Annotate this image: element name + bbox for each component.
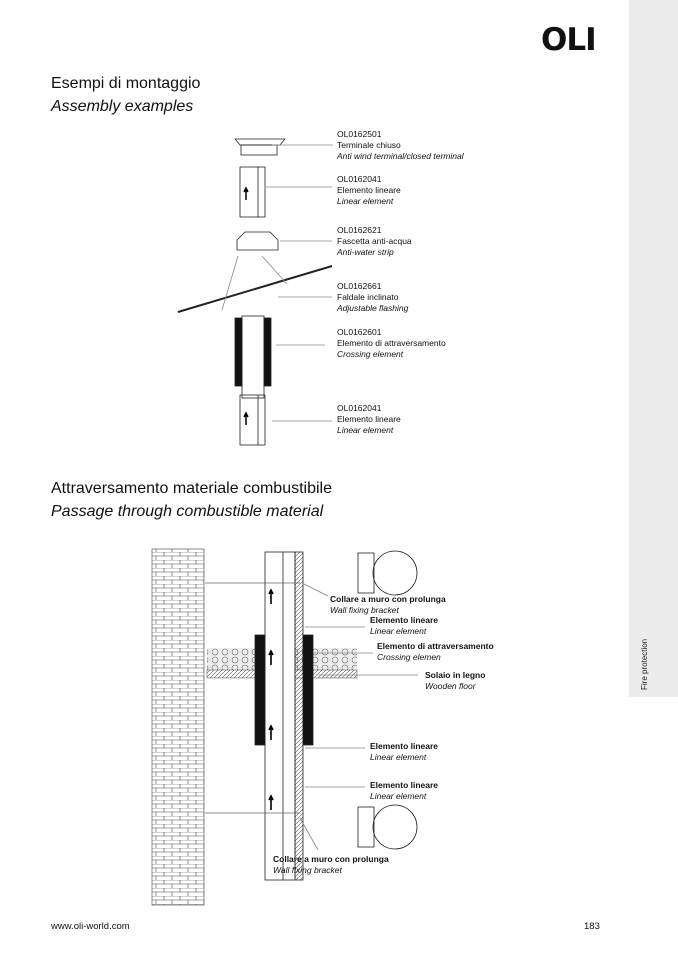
passage-label: Solaio in legno Wooden floor	[425, 670, 486, 691]
passage-label: Elemento lineare Linear element	[370, 780, 439, 801]
assembly-label: OL0162621 Fascetta anti-acqua Anti-water strip	[337, 225, 412, 257]
side-tab-label: Fire protection	[640, 638, 649, 690]
oli-logo: OLI	[541, 22, 596, 58]
section1-title-it: Esempi di montaggio	[51, 75, 201, 92]
assembly-label: OL0162041 Elemento lineare Linear element	[337, 403, 401, 435]
assembly-label: OL0162601 Elemento di attraversamento Crossing element	[337, 327, 446, 359]
section2-title-it: Attraversamento materiale combustibile	[51, 480, 333, 497]
page-number: 183	[584, 921, 600, 932]
assembly-label: OL0162501 Terminale chiuso Anti wind terminal/closed terminal	[337, 129, 464, 161]
passage-label: Elemento di attraversamento Crossing elemen	[377, 641, 494, 662]
section1-title-en: Assembly examples	[51, 98, 194, 115]
footer-url[interactable]: www.oli-world.com	[51, 921, 130, 932]
assembly-label: OL0162661 Faldale inclinato Adjustable flashing	[337, 281, 409, 313]
passage-label: Collare a muro con prolunga Wall fixing bracket	[273, 854, 389, 875]
passage-label: Elemento lineare Linear element	[370, 615, 439, 636]
section2-title-en: Passage through combustible material	[51, 503, 324, 520]
passage-label: Elemento lineare Linear element	[370, 741, 439, 762]
passage-label: Collare a muro con prolunga Wall fixing bracket	[330, 594, 446, 615]
assembly-label: OL0162041 Elemento lineare Linear element	[337, 174, 401, 206]
